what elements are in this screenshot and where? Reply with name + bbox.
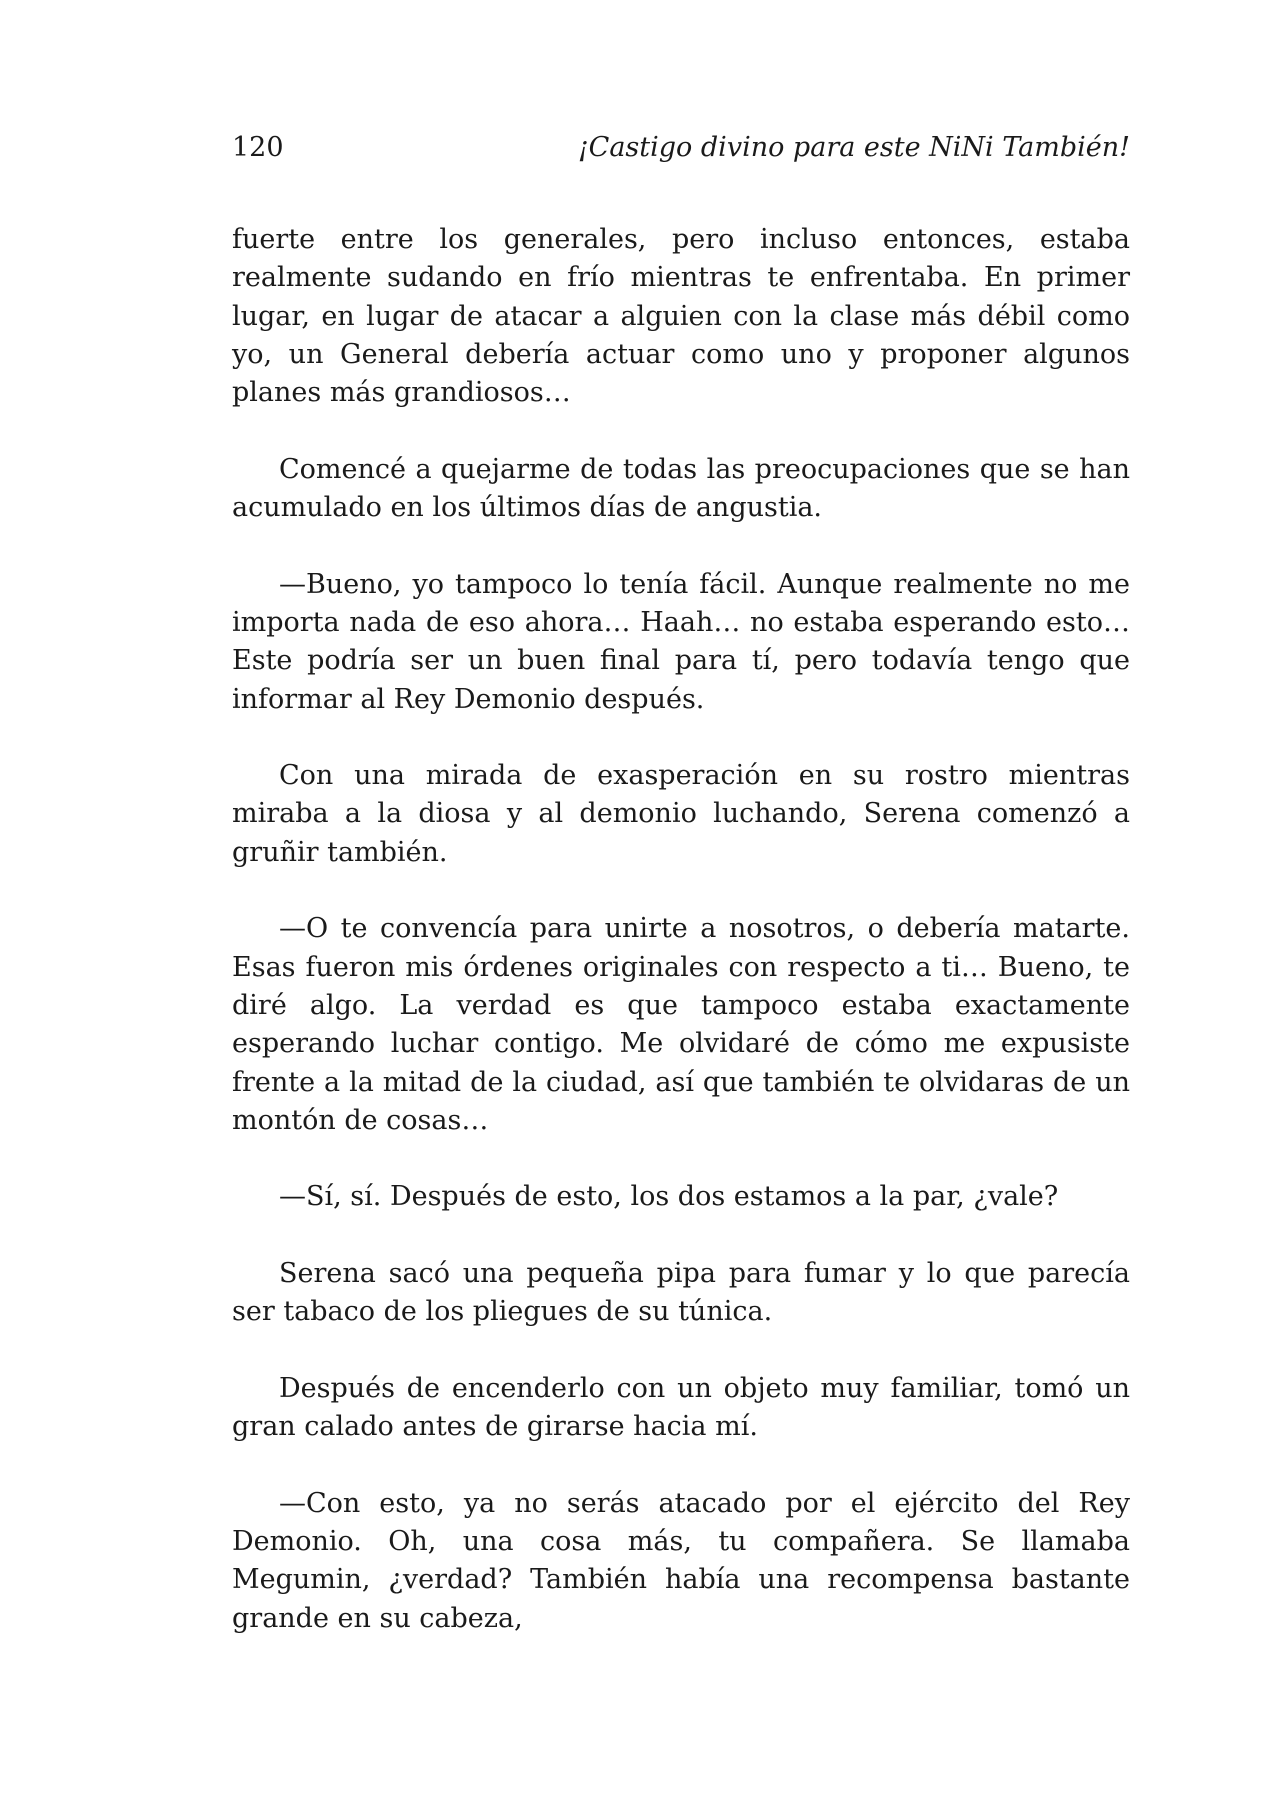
paragraph: —Sí, sí. Después de esto, los dos estamos a la par, ¿vale? — [279, 1181, 1059, 1213]
paragraph: Comencé a quejarme de todas las preocupaciones que se han acumulado en los últimos días de angustia. — [232, 453, 1130, 524]
page-header — [232, 132, 1130, 172]
body-text — [232, 221, 1130, 1638]
running-title: ¡Castigo divino para este NiNi También! — [577, 132, 1130, 163]
paragraph: —Bueno, yo tampoco lo tenía fácil. Aunque realmente no me importa nada de eso ahora… Haah… no estaba esperando esto… Este podría ser un buen final para tí, pero todavía tengo que informar al Rey Demonio después. — [232, 568, 1130, 715]
paragraph: —Con esto, ya no serás atacado por el ejército del Rey Demonio. Oh, una cosa más, tu compañera. Se llamaba Megumin, ¿verdad? También había una recompensa bastante grande en su cabeza, — [232, 1487, 1130, 1634]
paragraph: Serena sacó una pequeña pipa para fumar y lo que parecía ser tabaco de los pliegues de su túnica. — [232, 1258, 1130, 1328]
paragraph: Después de encenderlo con un objeto muy familiar, tomó un gran calado antes de girarse hacia mí. — [232, 1372, 1130, 1443]
paragraph: —O te convencía para unirte a nosotros, o debería matarte. Esas fueron mis órdenes originales con respecto a ti… Bueno, te diré algo. La verdad es que tampoco estaba exactamente esperando luchar contigo. Me olvidaré de cómo me expusiste frente a la mitad de la ciudad, así que también te olvidaras de un montón de cosas… — [232, 913, 1130, 1136]
paragraph: fuerte entre los generales, pero incluso entonces, estaba realmente sudando en frío mientras te enfrentaba. En primer lugar, en lugar de atacar a alguien con la clase más débil como yo, un General debería actuar como uno y proponer algunos planes más grandiosos… — [232, 224, 1130, 409]
page-number: 120 — [232, 132, 284, 163]
paragraph: Con una mirada de exasperación en su rostro mientras miraba a la diosa y al demonio luchando, Serena comenzó a gruñir también. — [232, 760, 1130, 868]
